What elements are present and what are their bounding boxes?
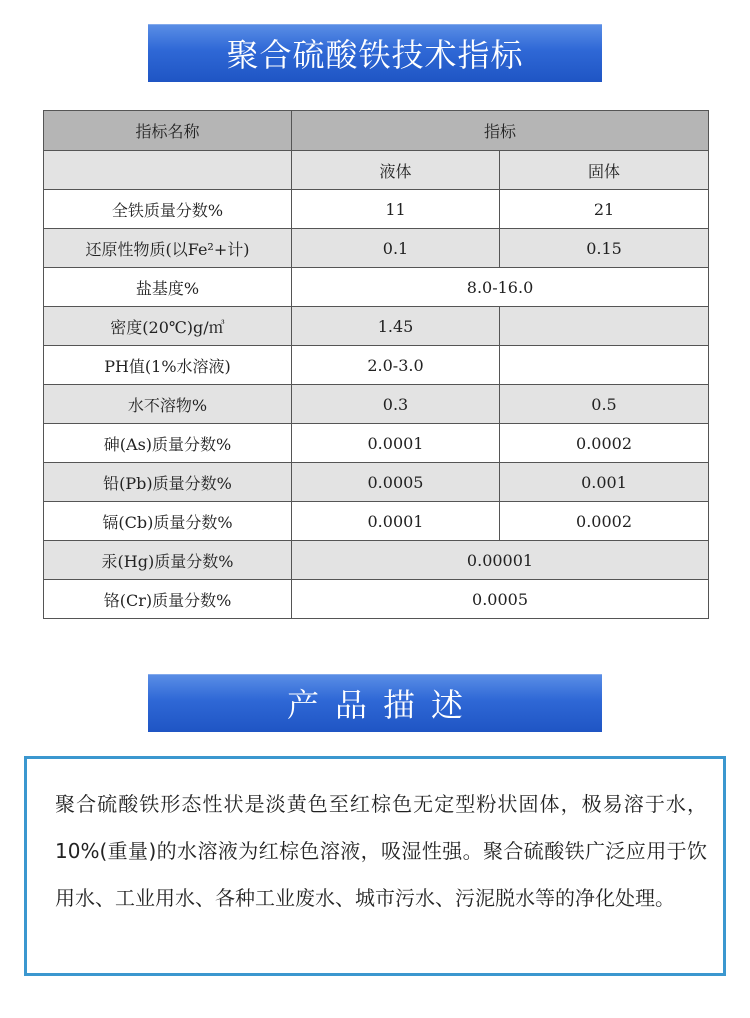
row-merged-value: 0.0005 [292,580,709,619]
row-liquid: 0.1 [292,229,500,268]
subheader-liquid-cell: 液体 [292,151,500,190]
header-index-cell: 指标 [292,111,709,151]
row-name: PH值(1%水溶液) [44,346,292,385]
subheader-solid-cell: 固体 [500,151,709,190]
row-name: 铅(Pb)质量分数% [44,463,292,502]
row-solid: 0.0002 [500,502,709,541]
row-solid [500,307,709,346]
row-liquid: 0.0001 [292,502,500,541]
row-liquid: 0.3 [292,385,500,424]
row-name: 砷(As)质量分数% [44,424,292,463]
description-title-banner [148,674,602,732]
row-liquid: 0.0005 [292,463,500,502]
table-row [44,346,709,385]
spec-table [43,110,709,619]
row-solid: 0.001 [500,463,709,502]
description-title: 产品描述 [286,686,479,724]
table-row [44,307,709,346]
table-row [44,580,709,619]
table-row [44,385,709,424]
row-liquid: 2.0-3.0 [292,346,500,385]
row-merged-value: 0.00001 [292,541,709,580]
row-name: 水不溶物% [44,385,292,424]
row-name: 铬(Cr)质量分数% [44,580,292,619]
table-row [44,190,709,229]
row-liquid: 1.45 [292,307,500,346]
row-name: 密度(20℃)g/㎥ [44,307,292,346]
row-solid: 0.15 [500,229,709,268]
row-merged-value: 8.0-16.0 [292,268,709,307]
row-name: 镉(Cb)质量分数% [44,502,292,541]
row-solid: 0.5 [500,385,709,424]
header-name-cell: 指标名称 [44,111,292,151]
row-name: 盐基度% [44,268,292,307]
description-box [24,756,726,976]
table-header-row [44,111,709,151]
table-row [44,463,709,502]
row-name: 汞(Hg)质量分数% [44,541,292,580]
row-liquid: 0.0001 [292,424,500,463]
table-row [44,229,709,268]
spec-title-banner [148,24,602,82]
subheader-empty-cell [44,151,292,190]
table-row [44,502,709,541]
row-solid: 21 [500,190,709,229]
table-row [44,424,709,463]
table-subheader-row [44,151,709,190]
description-text: 聚合硫酸铁形态性状是淡黄色至红棕色无定型粉状固体，极易溶于水，10%(重量)的水溶液为红棕色溶液，吸湿性强。聚合硫酸铁广泛应用于饮用水、工业用水、各种工业废水、城市污水、污泥脱水等的净化处理。 [55,792,707,910]
row-solid [500,346,709,385]
row-name: 全铁质量分数% [44,190,292,229]
row-name: 还原性物质(以Fe²+计) [44,229,292,268]
row-liquid: 11 [292,190,500,229]
table-row [44,541,709,580]
table-row [44,268,709,307]
spec-title: 聚合硫酸铁技术指标 [226,36,524,74]
row-solid: 0.0002 [500,424,709,463]
